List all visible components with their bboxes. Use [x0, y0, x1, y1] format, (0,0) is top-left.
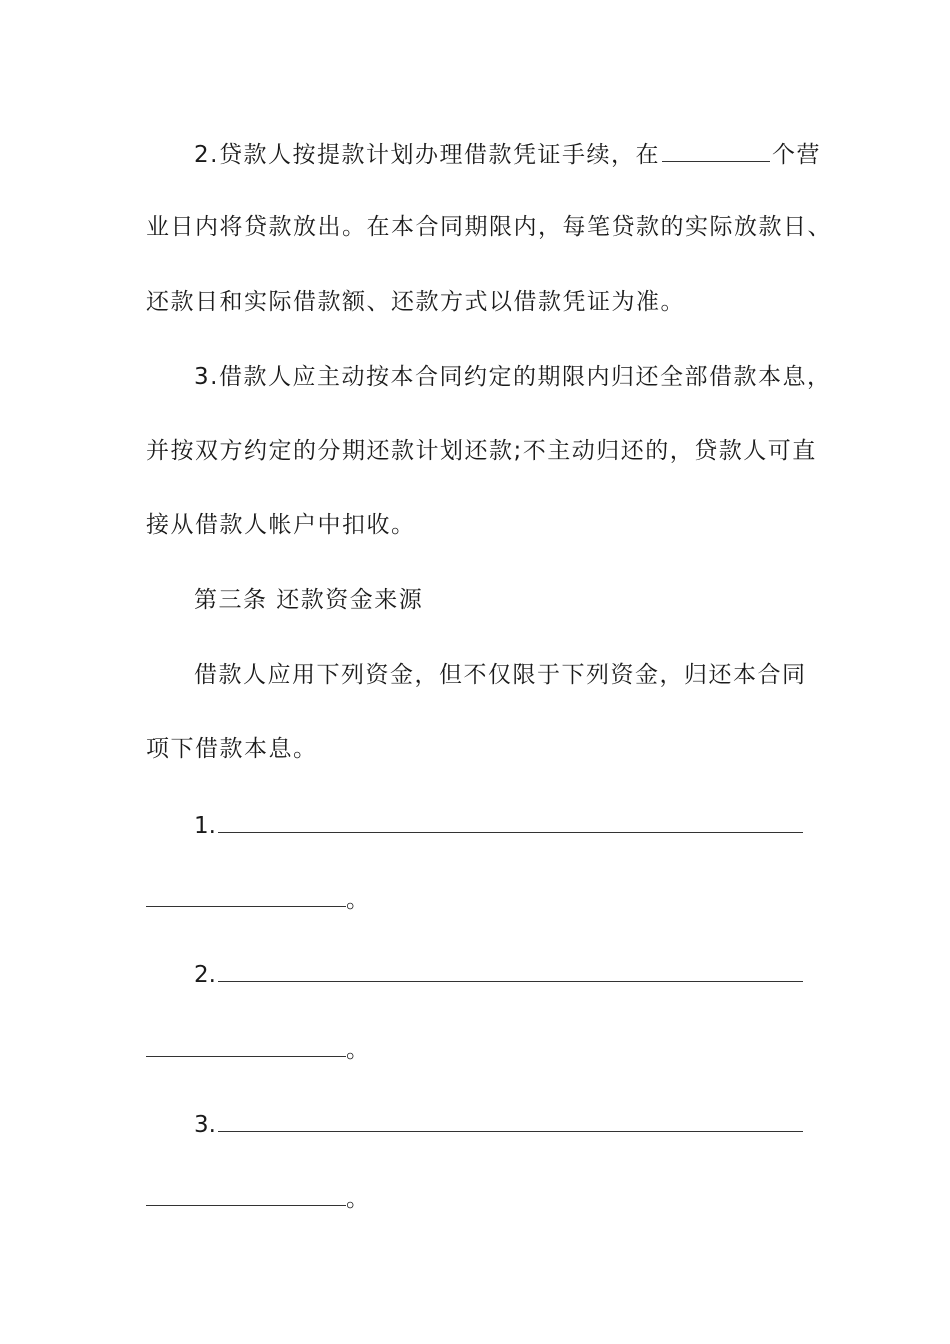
source-item-2-blank-tail [146, 1034, 346, 1057]
source-item-2-number: 2. [194, 962, 216, 988]
source-item-2-blank [218, 959, 803, 982]
source-item-3-blank [218, 1109, 803, 1132]
business-days-blank [662, 139, 770, 162]
source-item-3-blank-tail [146, 1183, 346, 1206]
para3-line2: 并按双方约定的分期还款计划还款;不主动归还的，贷款人可直 [146, 438, 817, 464]
source-item-3-end: 。 [346, 1186, 371, 1212]
para2-line1-tail: 个营 [771, 142, 821, 168]
article-3-heading: 第三条 还款资金来源 [194, 587, 424, 613]
source-item-2-continuation [146, 1034, 806, 1065]
source-item-1-end: 。 [346, 887, 371, 913]
source-item-2-end: 。 [346, 1037, 371, 1063]
source-item-1-continuation [146, 884, 806, 915]
article-3-intro-line1: 借款人应用下列资金，但不仅限于下列资金，归还本合同 [194, 662, 807, 688]
source-item-3-continuation [146, 1183, 806, 1214]
para2-line1 [194, 139, 821, 170]
source-item-3-number: 3. [194, 1112, 216, 1138]
source-item-1-number: 1. [194, 813, 216, 839]
source-item-1 [194, 810, 806, 841]
source-item-3 [194, 1109, 806, 1140]
para2-line2: 业日内将贷款放出。在本合同期限内，每笔贷款的实际放款日、 [146, 214, 832, 240]
para2-line3: 还款日和实际借款额、还款方式以借款凭证为准。 [146, 289, 685, 315]
article-3-intro-line2: 项下借款本息。 [146, 736, 318, 762]
source-item-1-blank-tail [146, 884, 346, 907]
source-item-2 [194, 959, 806, 990]
para2-line1-text: 2.贷款人按提款计划办理借款凭证手续，在 [194, 142, 660, 168]
para3-line3: 接从借款人帐户中扣收。 [146, 512, 416, 538]
para3-line1: 3.借款人应主动按本合同约定的期限内归还全部借款本息， [194, 364, 832, 390]
source-item-1-blank [218, 810, 803, 833]
